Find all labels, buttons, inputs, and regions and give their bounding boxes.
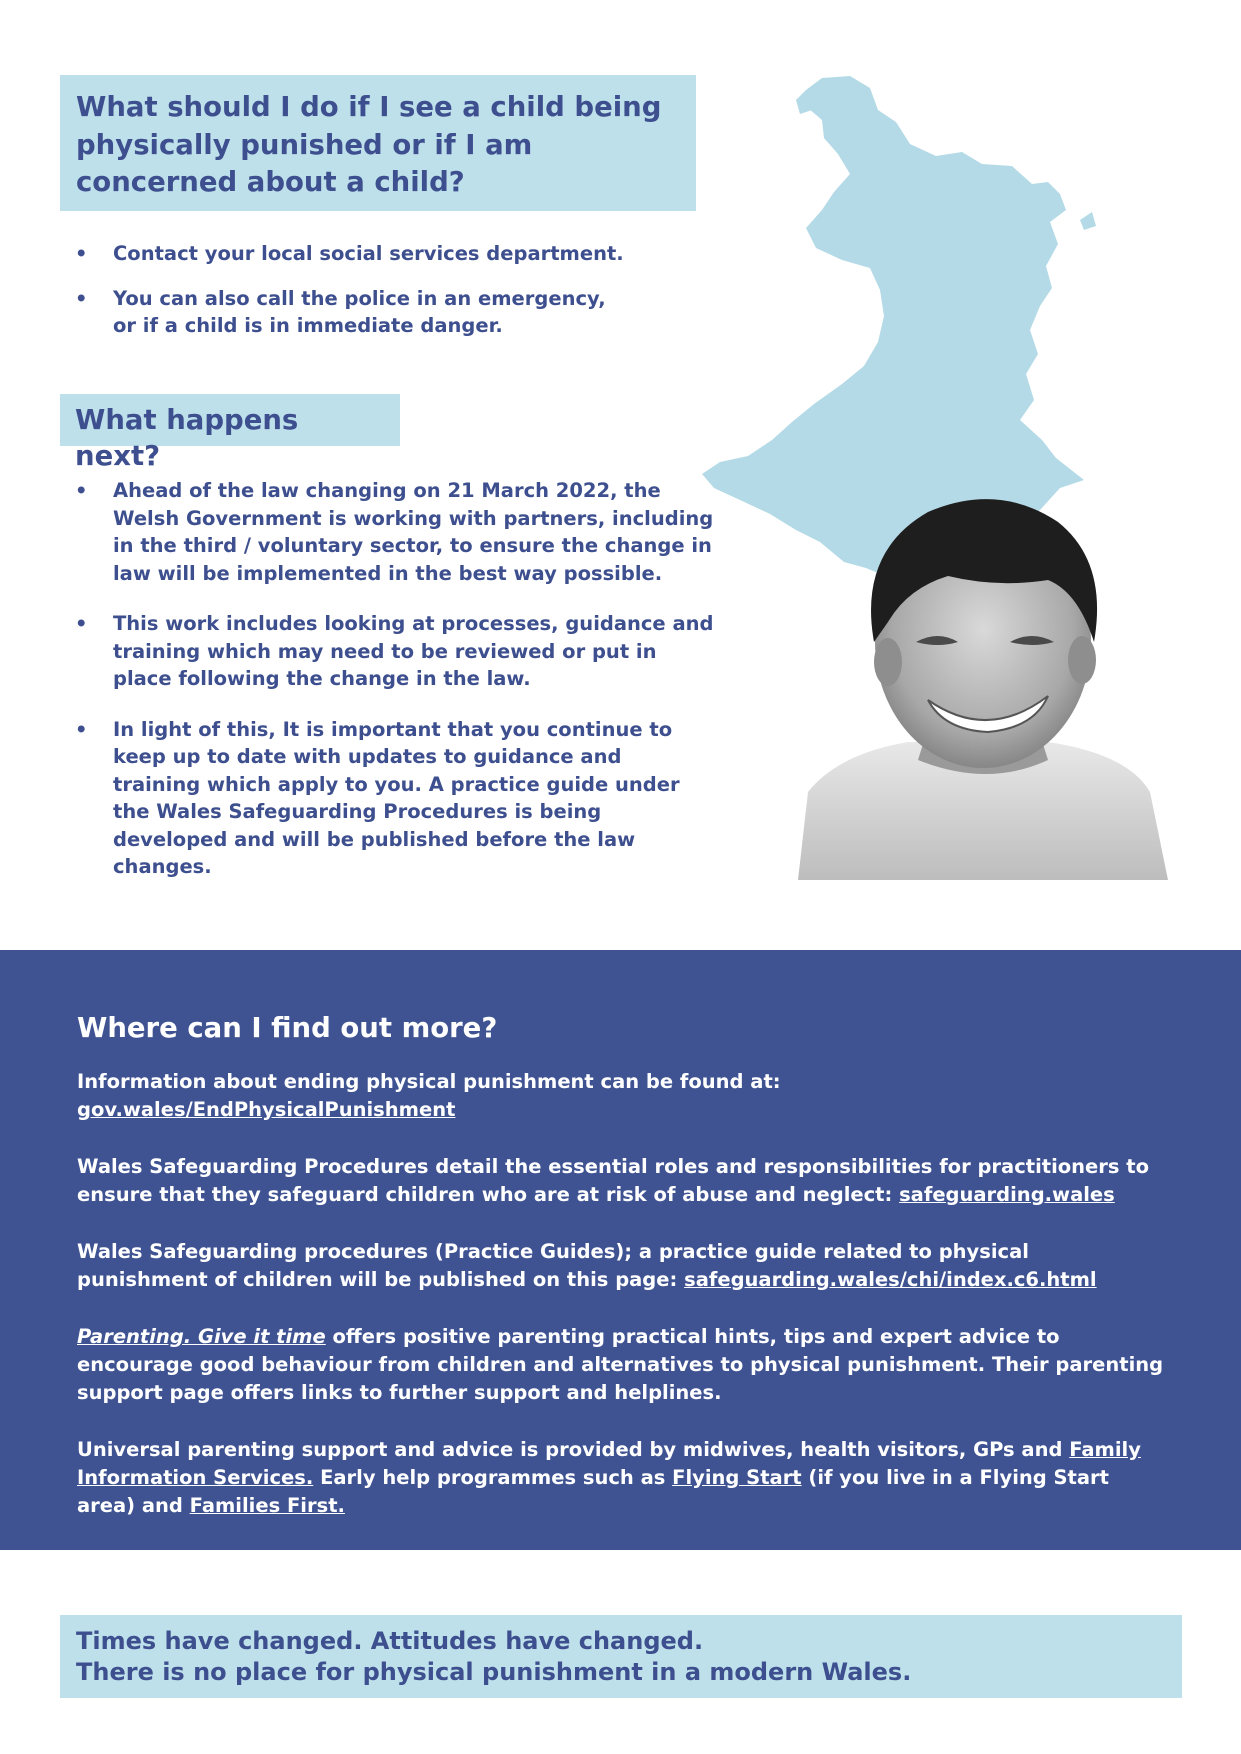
paragraph-text: (if you live in a Flying Start area) and xyxy=(77,1466,1109,1517)
panel-title: Where can I find out more? xyxy=(77,1012,498,1044)
info-paragraph xyxy=(77,1436,1164,1520)
paragraph-text: Wales Safeguarding Procedures detail the essential roles and responsibilities for practitioners to ensure that they safeguard children who are at risk of abuse and neglect: xyxy=(77,1155,1150,1206)
info-paragraph xyxy=(77,1323,1164,1407)
tagline-box xyxy=(60,1615,1182,1698)
list-item: • Ahead of the law changing on 21 March 2022, the Welsh Government is working with partners, including in the third / voluntary sector, to ensure the change in law will be implemented in the best way possible. xyxy=(75,477,715,587)
list-item: • You can also call the police in an emergency, or if a child is in immediate danger. xyxy=(75,285,635,340)
link-end-physical-punishment[interactable]: gov.wales/EndPhysicalPunishment xyxy=(77,1098,456,1121)
paragraph-text: offers positive parenting practical hints, tips and expert advice to encourage good behaviour from children and alternatives to physical punishment. Their parenting support page offers links to further support and helplines. xyxy=(77,1325,1164,1404)
link-families-first[interactable]: Families First. xyxy=(189,1494,345,1517)
link-flying-start[interactable]: Flying Start xyxy=(672,1466,802,1489)
link-parenting-give-it-time[interactable]: Parenting. Give it time xyxy=(77,1325,326,1348)
list-item: • Contact your local social services department. xyxy=(75,240,635,268)
info-paragraph xyxy=(77,1153,1164,1209)
heading-text: What happens next? xyxy=(75,404,299,472)
info-paragraph xyxy=(77,1068,1164,1124)
bullet-list-actions xyxy=(75,240,635,357)
info-paragraph xyxy=(77,1238,1164,1294)
paragraph-text: Universal parenting support and advice is provided by midwives, health visitors, GPs and xyxy=(77,1438,1070,1461)
section-heading-concerned xyxy=(60,75,696,211)
bullet-list-next-steps xyxy=(75,477,715,904)
smiling-child-photo xyxy=(798,492,1168,880)
section-heading-next xyxy=(60,394,400,472)
tagline-line: Times have changed. Attitudes have changed. xyxy=(76,1627,704,1655)
paragraph-text: Early help programmes such as xyxy=(313,1466,673,1489)
link-practice-guides[interactable]: safeguarding.wales/chi/index.c6.html xyxy=(684,1268,1097,1291)
list-item: • This work includes looking at processes, guidance and training which may need to be reviewed or put in place following the change in the law. xyxy=(75,610,715,693)
paragraph-text: Wales Safeguarding procedures (Practice Guides); a practice guide related to physical punishment of children will be published on this page: xyxy=(77,1240,1029,1291)
tagline-line: There is no place for physical punishment in a modern Wales. xyxy=(76,1658,912,1686)
list-item: • In light of this, It is important that you continue to keep up to date with updates to guidance and training which apply to you. A practice guide under the Wales Safeguarding Procedures is being developed and will be published before the law changes. xyxy=(75,716,715,881)
paragraph-text: Information about ending physical punishment can be found at: xyxy=(77,1070,781,1093)
heading-text: What should I do if I see a child being physically punished or if I am concerned about a child? xyxy=(76,91,662,198)
find-out-more-panel xyxy=(0,950,1241,1550)
link-family-information-services[interactable]: Family Information Services. xyxy=(77,1438,1141,1489)
link-safeguarding-wales[interactable]: safeguarding.wales xyxy=(899,1183,1115,1206)
